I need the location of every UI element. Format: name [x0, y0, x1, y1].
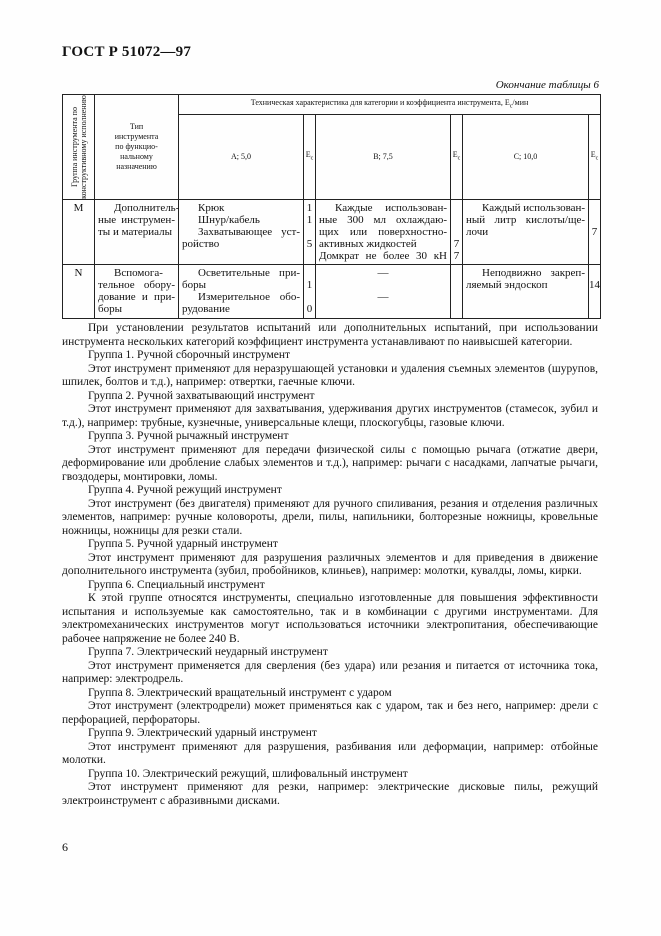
header-ec-a: $E_c$ [304, 115, 316, 200]
group-description: Этот инструмент (без двигателя) применяют для ручного спиливания, резания и отделения различных элементов, например: ручные коловороты, дрели, пилы, напильники, болторезные ножницы, кровельные ножницы, ножницы для резки стали. [62, 497, 598, 537]
row-type: Вспомога- тельное обору- дование и при- боры [95, 265, 179, 319]
header-type-column: Тип инструмента по функцио- нальному назначению [95, 95, 179, 200]
header-category-b: B; 7,5 [316, 115, 451, 200]
group-heading: Группа 5. Ручной ударный инструмент [88, 538, 278, 550]
row-ec-a: 1 1 5 [304, 200, 316, 265]
group-heading: Группа 3. Ручной рычажный инструмент [88, 430, 289, 442]
group-heading: Группа 7. Электрический неударный инструмент [88, 646, 328, 658]
paragraph-intro: При установлении результатов испытаний или дополнительных испытаний, при использовании инструмента нескольких категорий коэффициент инструмента устанавливают по наивысшей категории. [62, 322, 598, 348]
row-group-code: M [63, 200, 95, 265]
row-ec-c: 7 [589, 200, 601, 265]
page-number: 6 [62, 840, 68, 854]
row-category-c: Неподвижно закреп- ляемый эндоскоп [463, 265, 589, 319]
row-group-code: N [63, 265, 95, 319]
body-text [62, 322, 598, 808]
table-row [63, 265, 601, 319]
table-caption: Окончание таблицы 6 [495, 79, 599, 91]
row-type: Дополнитель- ные инструмен- ты и материалы [95, 200, 179, 265]
tool-category-table [62, 94, 601, 319]
header-category-c: C; 10,0 [463, 115, 589, 200]
group-heading: Группа 9. Электрический ударный инструмент [88, 727, 317, 739]
group-heading: Группа 8. Электрический вращательный инструмент с ударом [88, 686, 392, 699]
row-category-b: — — [316, 265, 451, 319]
header-category-a: A; 5,0 [179, 115, 304, 200]
group-description: Этот инструмент применяют для передачи физической силы с помощью рычага (отжатие двери, деформирование или дробление слабых элементов и т.д.), например: рычаги с насадками, лапчатые рычаги, гвоздодеры, монтировки, ломы. [62, 443, 598, 483]
group-description: Этот инструмент применяется для сверления (без удара) или резания и питается от источника тока, например: электродрель. [62, 659, 598, 685]
row-category-a: Крюк Шнур/кабель Захватывающее уст- ройство [179, 200, 304, 265]
header-spec: Техническая характеристика для категории и коэффициента инструмента, $E_c$/мин [179, 95, 601, 115]
row-category-c: Каждый использован- ный литр кислоты/ще- лочи [463, 200, 589, 265]
group-description: Этот инструмент применяют для неразрушающей установки и удаления съемных элементов (шурупов, шпилек, болтов и т.д.), например: отвертки, гаечные ключи. [62, 362, 598, 388]
group-description: Этот инструмент применяют для резки, например: электрические дисковые пилы, режущий электроинструмент с абразивными дисками. [62, 781, 598, 807]
row-ec-b: 7 7 [451, 200, 463, 265]
group-description: Этот инструмент применяют для захватывания, удерживания других инструментов (стамесок, зубил и т.д.), например: трубные, кузнечные, универсальные клещи, плоскогубцы, газовые ключи. [62, 403, 598, 429]
header-ec-b: $E_c$ [451, 115, 463, 200]
row-category-a: Осветительные при- боры Измерительное обо- рудование [179, 265, 304, 319]
row-category-b: Каждые использован- ные 300 мл охлаждаю- щих или поверхностно- активных жидкостей Домкрат не более 30 кН [316, 200, 451, 265]
header-group-column: Группа инструмента по конструктивному исполнению [63, 95, 95, 200]
row-ec-a: 1 0 [304, 265, 316, 319]
group-description: Этот инструмент применяют для разрушения, разбивания или деформации, например: отбойные молотки. [62, 740, 598, 766]
header-ec-c: $E_c$ [589, 115, 601, 200]
group-heading: Группа 6. Специальный инструмент [88, 578, 265, 591]
group-heading: Группа 1. Ручной сборочный инструмент [88, 349, 291, 361]
group-description: Этот инструмент применяют для разрушения различных элементов и для приведения в движение дополнительного инструмента (зубил, пробойников, клиньев), например: молотки, кувалды, ломы, кирки. [62, 551, 598, 577]
row-ec-c: 14 [589, 265, 601, 319]
group-heading: Группа 2. Ручной захватывающий инструмент [88, 389, 315, 402]
group-description: Этот инструмент (электродрели) может применяться как с ударом, так и без него, например: дрели с перфорацией, перфораторы. [62, 700, 598, 726]
row-ec-b [451, 265, 463, 319]
group-heading: Группа 4. Ручной режущий инструмент [88, 484, 282, 496]
group-heading: Группа 10. Электрический режущий, шлифовальный инструмент [88, 767, 408, 780]
document-header: ГОСТ Р 51072—97 [62, 44, 192, 60]
table-row [63, 200, 601, 265]
group-description: К этой группе относятся инструменты, специально изготовленные для повышения эффективности испытания и используемые как самостоятельно, так и в комбинации с другими инструментами. Для электромеханических инструментов могут использоваться источники электропитания, обеспечивающие рабочее напряжение не более 240 В. [62, 592, 598, 645]
